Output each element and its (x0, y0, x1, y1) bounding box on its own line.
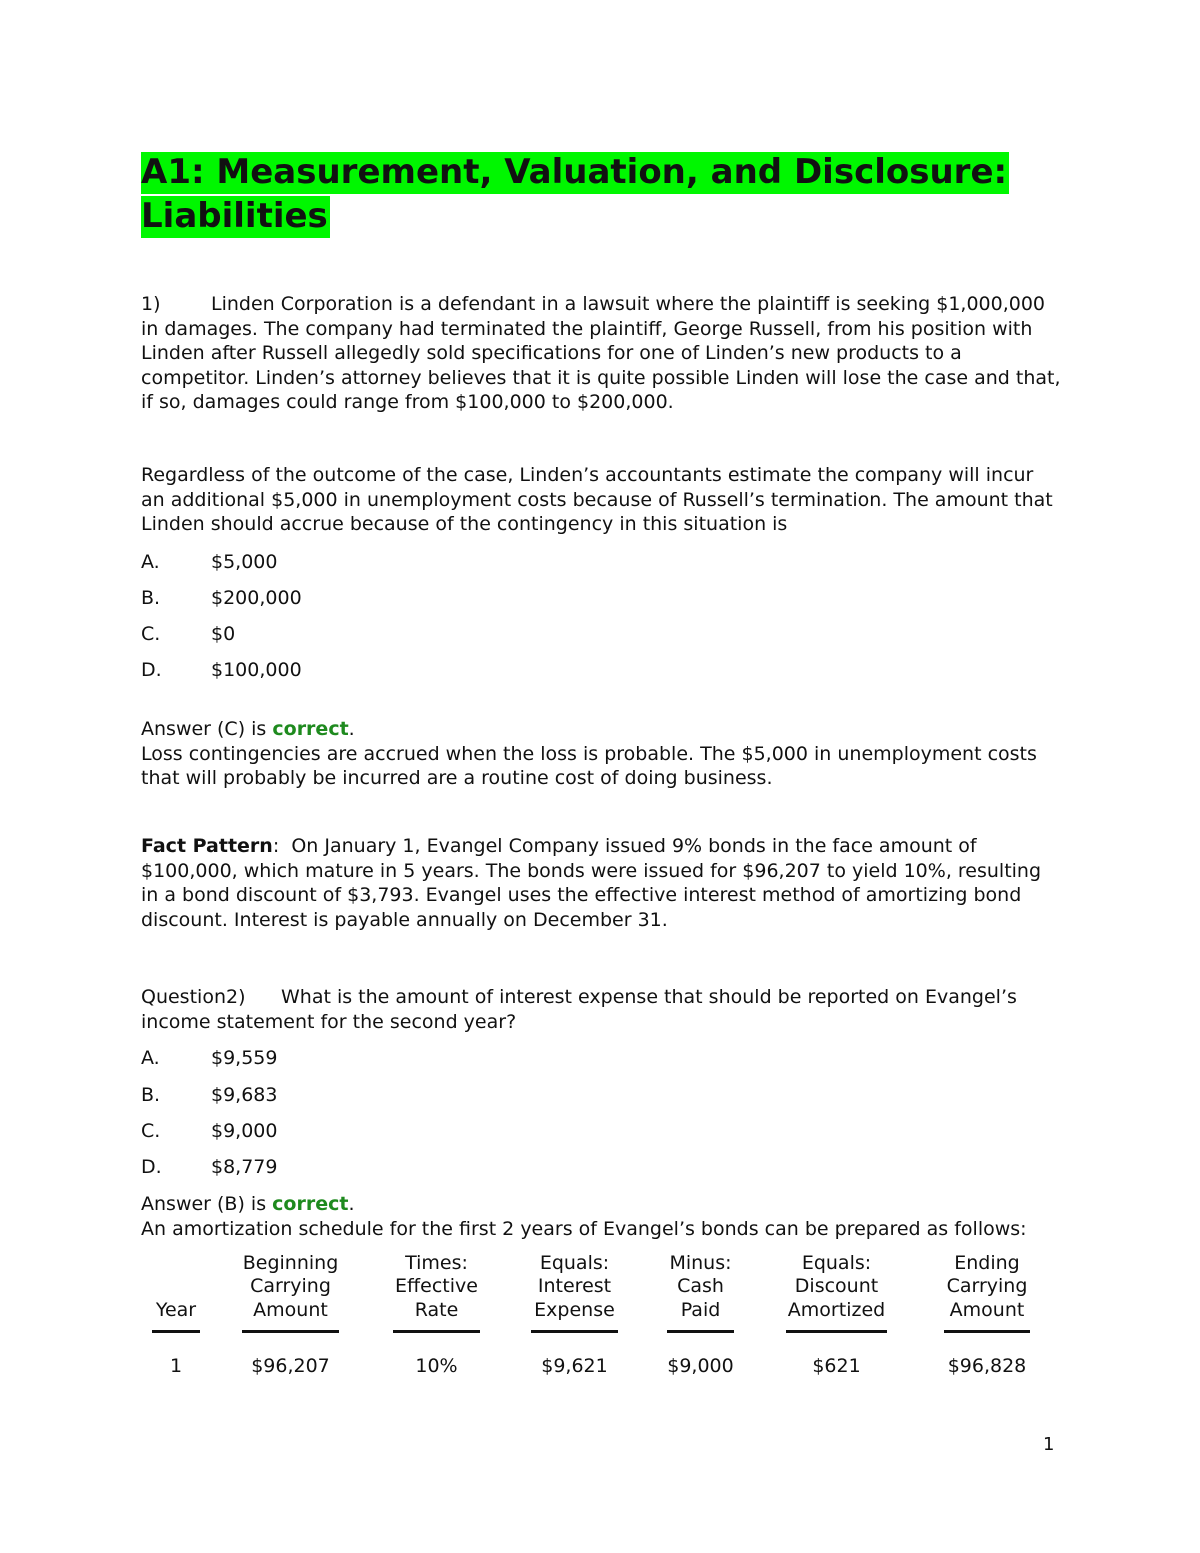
table-cell: 1 (169, 1355, 183, 1377)
header-underline (152, 1330, 200, 1333)
q1-option-text: $0 (211, 623, 236, 645)
q2-option-text: $9,683 (211, 1084, 278, 1106)
fact-pattern-colon: : (272, 835, 292, 857)
q2-option-text: $9,559 (211, 1047, 278, 1069)
q1-answer-suffix: . (348, 718, 355, 740)
q1-option-letter: A. (141, 551, 160, 573)
q2-answer-correct: correct (272, 1193, 349, 1215)
table-column-effective-rate (393, 1250, 480, 1379)
table-cell: $9,000 (667, 1355, 734, 1377)
q1-option-letter: B. (141, 587, 161, 609)
header-line: Expense (534, 1298, 615, 1321)
amortization-table (141, 1250, 1061, 1377)
header-underline (786, 1330, 887, 1333)
q1-option-letter: C. (141, 623, 161, 645)
column-header (242, 1250, 339, 1322)
page-number: 1 (1043, 1434, 1055, 1455)
q2-option-letter: D. (141, 1156, 162, 1178)
header-underline (667, 1330, 734, 1333)
question-1-number: 1) (141, 293, 161, 315)
q2-answer (141, 1192, 1061, 1241)
header-line: Ending (954, 1251, 1020, 1274)
column-header (667, 1250, 734, 1322)
header-line: Paid (680, 1298, 721, 1321)
table-column-year (152, 1250, 200, 1379)
header-line: Cash (677, 1275, 724, 1297)
question-2-stem (141, 985, 1061, 1034)
table-cell: $96,207 (251, 1355, 330, 1377)
header-line: Effective (395, 1275, 478, 1297)
header-underline (393, 1330, 480, 1333)
q2-option-b[interactable] (141, 1083, 741, 1107)
table-column-interest-expense (531, 1250, 618, 1379)
q2-option-c[interactable] (141, 1119, 741, 1143)
question-1-stem-continued: Regardless of the outcome of the case, Linden’s accountants estimate the company will incur an additional $5,000 in unemployment costs because of Russell’s termination. The amount that Linden should accrue because of the contingency in this situation is (141, 464, 1053, 535)
header-line: Amount (253, 1298, 328, 1321)
table-column-ending-carrying-amount (944, 1250, 1030, 1379)
table-cell: $96,828 (947, 1355, 1027, 1377)
header-line: Beginning (242, 1251, 339, 1274)
question-2-number: Question2) (141, 986, 246, 1008)
header-underline (531, 1330, 618, 1333)
q1-answer (141, 717, 1061, 791)
question-1-text: Linden Corporation is a defendant in a lawsuit where the plaintiff is seeking $1,000,000 in damages. The company had terminated the plaintiff, George Russell, from his position with Linden after Russell allegedly sold specifications for one of Linden’s new products to a competitor. Linden’s attorney believes that it is quite possible Linden will lose the case and that, if so, damages could range from $100,000 to $200,000. (141, 293, 1061, 413)
q1-option-letter: D. (141, 659, 162, 681)
header-line: Carrying (946, 1275, 1028, 1297)
q1-option-text: $200,000 (211, 587, 302, 609)
column-header (531, 1250, 618, 1322)
q2-answer-suffix: . (348, 1193, 355, 1215)
table-column-discount-amortized (786, 1250, 887, 1379)
header-underline (944, 1330, 1030, 1333)
header-line: Discount (794, 1275, 879, 1297)
q2-option-letter: A. (141, 1047, 160, 1069)
q2-option-letter: C. (141, 1120, 161, 1142)
fact-pattern-label: Fact Pattern (141, 835, 273, 857)
header-line: Minus: (669, 1251, 732, 1274)
q2-option-d[interactable] (141, 1155, 741, 1179)
q1-option-a[interactable] (141, 550, 741, 574)
header-line: Amortized (787, 1298, 886, 1321)
q2-option-text: $9,000 (211, 1120, 278, 1142)
header-line: Equals: (801, 1251, 872, 1274)
q1-answer-prefix: Answer (C) is (141, 718, 273, 740)
header-line: Interest (537, 1275, 612, 1297)
title-highlight: A1: Measurement, Valuation, and Disclosure: Liabilities (141, 152, 1008, 236)
column-header (944, 1250, 1030, 1322)
column-header (786, 1250, 887, 1322)
header-line: Year (155, 1298, 197, 1321)
fact-pattern-text: On January 1, Evangel Company issued 9% bonds in the face amount of $100,000, which mature in 5 years. The bonds were issued for $96,207 to yield 10%, resulting in a bond discount of $3,793. Evangel uses the effective interest method of amortizing bond discount. Interest is payable annually on December 31. (141, 835, 1042, 931)
q2-option-letter: B. (141, 1084, 161, 1106)
header-line: Equals: (539, 1251, 610, 1274)
q1-option-d[interactable] (141, 658, 741, 682)
table-column-cash-paid (667, 1250, 734, 1379)
table-cell: 10% (415, 1355, 458, 1377)
q1-option-c[interactable] (141, 622, 741, 646)
q2-option-a[interactable] (141, 1046, 741, 1070)
question-1-stem (141, 292, 1061, 415)
header-line: Carrying (250, 1275, 331, 1297)
q1-answer-correct: correct (272, 718, 349, 740)
header-line: Times: (405, 1251, 468, 1274)
q1-option-b[interactable] (141, 586, 741, 610)
column-header (393, 1250, 480, 1322)
document-title (141, 150, 1061, 238)
q2-option-text: $8,779 (211, 1156, 278, 1178)
table-cell: $621 (812, 1355, 861, 1377)
header-underline (242, 1330, 339, 1333)
fact-pattern (141, 834, 1061, 932)
q1-option-text: $5,000 (211, 551, 278, 573)
q1-option-text: $100,000 (211, 659, 302, 681)
q2-answer-prefix: Answer (B) is (141, 1193, 273, 1215)
header-line: Amount (949, 1298, 1025, 1321)
q2-explanation: An amortization schedule for the first 2 years of Evangel’s bonds can be prepared as follows: (141, 1217, 1027, 1240)
table-cell: $9,621 (541, 1355, 608, 1377)
column-header (152, 1250, 200, 1322)
table-column-beginning-carrying-amount (242, 1250, 339, 1379)
q1-explanation: Loss contingencies are accrued when the loss is probable. The $5,000 in unemployment costs that will probably be incurred are a routine cost of doing business. (141, 742, 1037, 789)
header-line: Rate (414, 1298, 459, 1321)
question-2-text: What is the amount of interest expense that should be reported on Evangel’s income statement for the second year? (141, 986, 1017, 1033)
